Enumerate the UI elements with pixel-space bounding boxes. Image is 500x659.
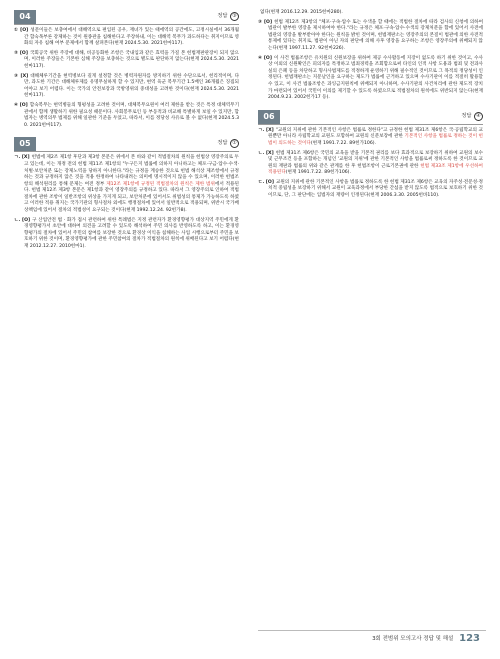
- explanation-text: 이 사건 법률조항은 유치원의 신원보장을 위하여 제공 수사활동에 지장이 없도록 하기 위한 것이고, 수사상 이외의 신원확인은 피의자를 특정하고 범죄경력을 조회함으로써 타인의 인적 사항 도용과 범죄 및 전과사실의 은폐 등을 차단하고 형사사법제도를 적정하게 운영하기 위해 필수적인 것이므로 그 목적의 정당성이 인정된다. 헌법재판소는 지문날인을 요구하는 제도가 법률에 근거하고 있으며 수사기관이 이를 적절히 활용할 수 있고, 이 사건 법률조항은 과잉금지원칙에 위배되지 아니하며, 수사기관의 사건처리에 관한 제도적 장치가 마련되어 있어서 국민이 이의를 제기할 수 있도록 하였으므로 적법절차의 원칙에도 위반되지 않는다(현재 2004.9.23. 2002헌가17 등).: [268, 55, 483, 101]
- question-header: [258, 110, 483, 125]
- explanation-text: 구 산업안전 법 · 화가 접시 관련하여 위한 특례법은 지정 관련자가 환경영향평가 대상지역 주민에게 환경영향평가서 초안에 대하여 의견을 고려할 수 있도록 해석하여 주민 의사를 반영하도록 하고, 이는 환경영향평가의 절차에 있어서 주민의 참여를 보장한 것으로 환경상 이익을 침해하는 사업 시행으로부터 주민을 보호하기 위한 것이며, 환경영향평가에 관한 주민참여의 절차가 적법절차의 원칙에 위배된다고 보기 어렵다(현재 2012.12.27. 2010헌마1).: [24, 217, 239, 250]
- explanation-paragraph: [14, 51, 239, 71]
- explanation-paragraph: [14, 218, 239, 251]
- explanation-text: (현재 1991.7.22. 89헌가106).: [310, 140, 377, 146]
- answer-value: ③: [230, 12, 239, 21]
- explanation-paragraph: [14, 28, 239, 48]
- choice-mark: ① [O]: [14, 28, 29, 33]
- page-number: 123: [459, 633, 480, 644]
- choice-mark: ④ [O]: [14, 102, 28, 108]
- question-06: [258, 110, 483, 200]
- footer-title: 3회 전범위 모의고사 정답 및 해설: [372, 636, 454, 642]
- question-header: [14, 137, 239, 152]
- explanation-paragraph: [258, 10, 483, 17]
- explanation-paragraph: [14, 74, 239, 100]
- left-column: [14, 10, 239, 259]
- question-number: 06: [258, 110, 280, 124]
- explanation-text: 합숙복무는 현역병들의 형평성을 고려한 것이며, 대체복무요원이 여러 제한을 받는 것은 특정 대체역무기관에서 함께 생활하기 위한 필요성 때문이다. 사회봉무로인 등 부동적과 비교해 특별하게 보일 수 있지만, 합법자는 병역의무 법제를 위해 일관한 기준을 두었고, 따라서, 이를 정당성 사유로 볼 수 없다(현재 2024.5.30. 2021헌마117).: [24, 102, 240, 128]
- answer-value: ①: [230, 139, 239, 148]
- page-footer: [0, 628, 500, 648]
- answer-label: [217, 12, 239, 21]
- highlighted-text: 헌법 제33조 제1항에 우선하여 적용된다: [268, 163, 483, 176]
- explanation-text: 헌법 제12조 제3항의 "체포·구속·압수 또는 수색을 할 때에는 적법한 절차에 따라 검사의 신청에 의하여 법관이 발부한 영장을 제시하여야 한다."라는 규정은 체포·구속·압수·수색의 강제처분을 함에 있어서 사전에 법관의 영장을 발부받아야 한다는 원칙을 밝힌 것이며, 헌법재판소는 영장주의의 본질이 법관에 의한 사전적 통제에 있다는 취지로, 법관이 아닌 자의 판단에 의해 사후 영장을 요구하는 조항은 영장주의에 위배되지 않는다(현재 1997.11.27. 92헌마226).: [268, 19, 484, 51]
- explanation-text: "교원의 지위에 관한 기본적인 사항은 법률로 정한다"고 규정한 헌법 제31조 제6항은 국·공립학교의 교원뿐만 아니라 사립학교의 교원도 포함하여 교원의 신분보장에 관한: [268, 127, 483, 140]
- choice-mark: ㄷ. [O]: [258, 179, 274, 185]
- answer-label: [461, 112, 483, 121]
- highlighted-text: 기본적인 사항을 법률로 정하는 것이 헌법이 의도하는 것이다: [268, 134, 483, 146]
- highlighted-text: 제12조 제1항에 규정된 적법절차의 원칙은 제한 범위: [106, 181, 215, 187]
- question-number: 04: [14, 10, 36, 24]
- explanation-paragraph: [14, 155, 239, 214]
- choice-mark: ③ [O]: [258, 19, 273, 25]
- choice-mark: ③ [X]: [14, 73, 29, 79]
- explanation-paragraph: [14, 103, 239, 129]
- explanation-text: 교원의 지위에 관한 기본적인 사항을 법률로 정하도록 한 헌법 제31조 제6항은 교육의 자주성·전문성·정치적 중립성을 보장하기 위해서 교원이 교육과정에서 부당한 간섭을 받지 않도록 법적으로 보호하기 위한 것이므로, 단, 그 판단에는 입법자의 재량이 인정된다(현재 2006.3.30. 2005헌바110).: [268, 179, 483, 199]
- explanation-text: 없다(현재 2016.12.29. 2015헌마280).: [260, 10, 343, 15]
- answer-text: 정답: [217, 140, 228, 147]
- answer-text: 정답: [217, 13, 228, 19]
- explanation-text: 성문이들은 보충여에서 대해역으로 편입된 공우, 재녀가 있는 때에역의 공간에도, 고정시실에서 36개월 간 합숙목부른 강제하는 것이 원종관을 침해한다고 주장하내, 이는 대해역 복무가 과도하다는 취지이므로 영화의 자유 침해 여부 문제에서 함께 살펴본다(현재 2024.5.30. 2021헌마117).: [24, 28, 240, 47]
- explanation-paragraph: [258, 20, 483, 53]
- answer-text: 정답: [461, 112, 472, 119]
- explanation-paragraph: [258, 151, 483, 177]
- explanation-text: 에서 적용된다. 헌법 제12조 제3항 본문은 제1항과 같이 영장주의를 규정하고 있다. 따라서 그 영장주의로 인하여 적법절차에 관한 조항이 일반조항의 위상을 가지게 되고, 보안처분에 있어서도 위법성의 통제가 가능하도록 하였고 이러한 적용 취지는 국가기관의 형사절차 외에도 행정절차에 있어서 일반적으로 적용되며, 위반시 국가배상책임에 있어서 절차의 적법성이 요구되는 것이다(현재 1992.12.24. 92헌가8).: [24, 181, 239, 214]
- choice-mark: ② [O]: [14, 50, 28, 56]
- question-04-continued: [258, 10, 483, 102]
- footer-text: [372, 633, 480, 644]
- right-column: [258, 10, 483, 208]
- explanation-paragraph: [258, 180, 483, 200]
- explanation-text: 국회공국 위한 주장에 대해, 비공동화한 조항은 국내입과 같은 효력을 가질 본 헌법재판관장이 되지 않으며, 이러한 주장들은 기본한 심해 주장을 보충하는 것으로 별도로 판단하지 않는다(현재 2024.5.30. 2021헌마117).: [24, 50, 239, 69]
- explanation-text: (현재 1991.7.22. 89헌가106).: [285, 170, 351, 176]
- question-number: 05: [14, 137, 36, 151]
- choice-mark: ㄴ. [O]: [14, 217, 31, 223]
- choice-mark: ㄴ. [X]: [258, 150, 274, 156]
- question-04: [14, 10, 239, 129]
- explanation-text: 헌법에 제2조 제1항 후단과 제3항 본문은 위에서 본 바와 같이 적법절차의 원칙을 헌법상 영장주의로 두고 있는데, 이는 개정 전의 헌법 제11조 제1항의 "누구든지 법률에 의하지 아니하고는 체포·구금·압수·수색·처벌·보안처분 또는 강제노역을 당하지 아니한다."라는 규정을 계승한 것으로 헌법 해석상 제조항에서 규정하는 것과 규정하지 않은 것을 적용 한정하여 나타내려는 의미에 명시적이지 않을 수 있으며, 이러한 헌법조항의 해석원리를 통해 문제는 여전 정부: [24, 155, 239, 187]
- answer-value: ④: [474, 112, 483, 121]
- choice-mark: ㄱ. [X]: [258, 127, 274, 133]
- question-05: [14, 137, 239, 250]
- explanation-text: 헌법 제31조 제6항은 국민의 교육을 받을 기본적 권리를 보다 효과적으로 보장하기 위하여 교원의 보수 및 근무조건 등을 포함하는 개념인 '교원의 지위'에 관한 기본적인 사항을 법률로써 정하도록 한 것이므로 교원의 재판과 법률의 위와 같은 관계를 한 후 헌법조항이 근로기본권에 관한: [268, 150, 483, 169]
- question-header: [14, 10, 239, 25]
- explanation-text: 대해체루기간을 현역병보다 길게 설정할 것은 병력자원자를 방지하기 위한 수단으로서, 헌리적이며, 다만, 과도한 기간은 대해체루제를 유명무실하게 할 수 있지만, 현역 육군 복무기간 1.5배인 36개월은 징집되어야고 보기 어렵다. 이는 국가의 안전보장과 국방영위의 중대성을 고려한 것이다(현재 2024.5.30. 2021헌마117).: [24, 73, 240, 99]
- choice-mark: ㄱ. [X]: [14, 155, 30, 161]
- answer-label: [217, 139, 239, 148]
- choice-mark: ④ [O]: [258, 55, 272, 61]
- explanation-paragraph: [258, 128, 483, 148]
- footer-divider: [258, 630, 486, 631]
- explanation-paragraph: [258, 56, 483, 102]
